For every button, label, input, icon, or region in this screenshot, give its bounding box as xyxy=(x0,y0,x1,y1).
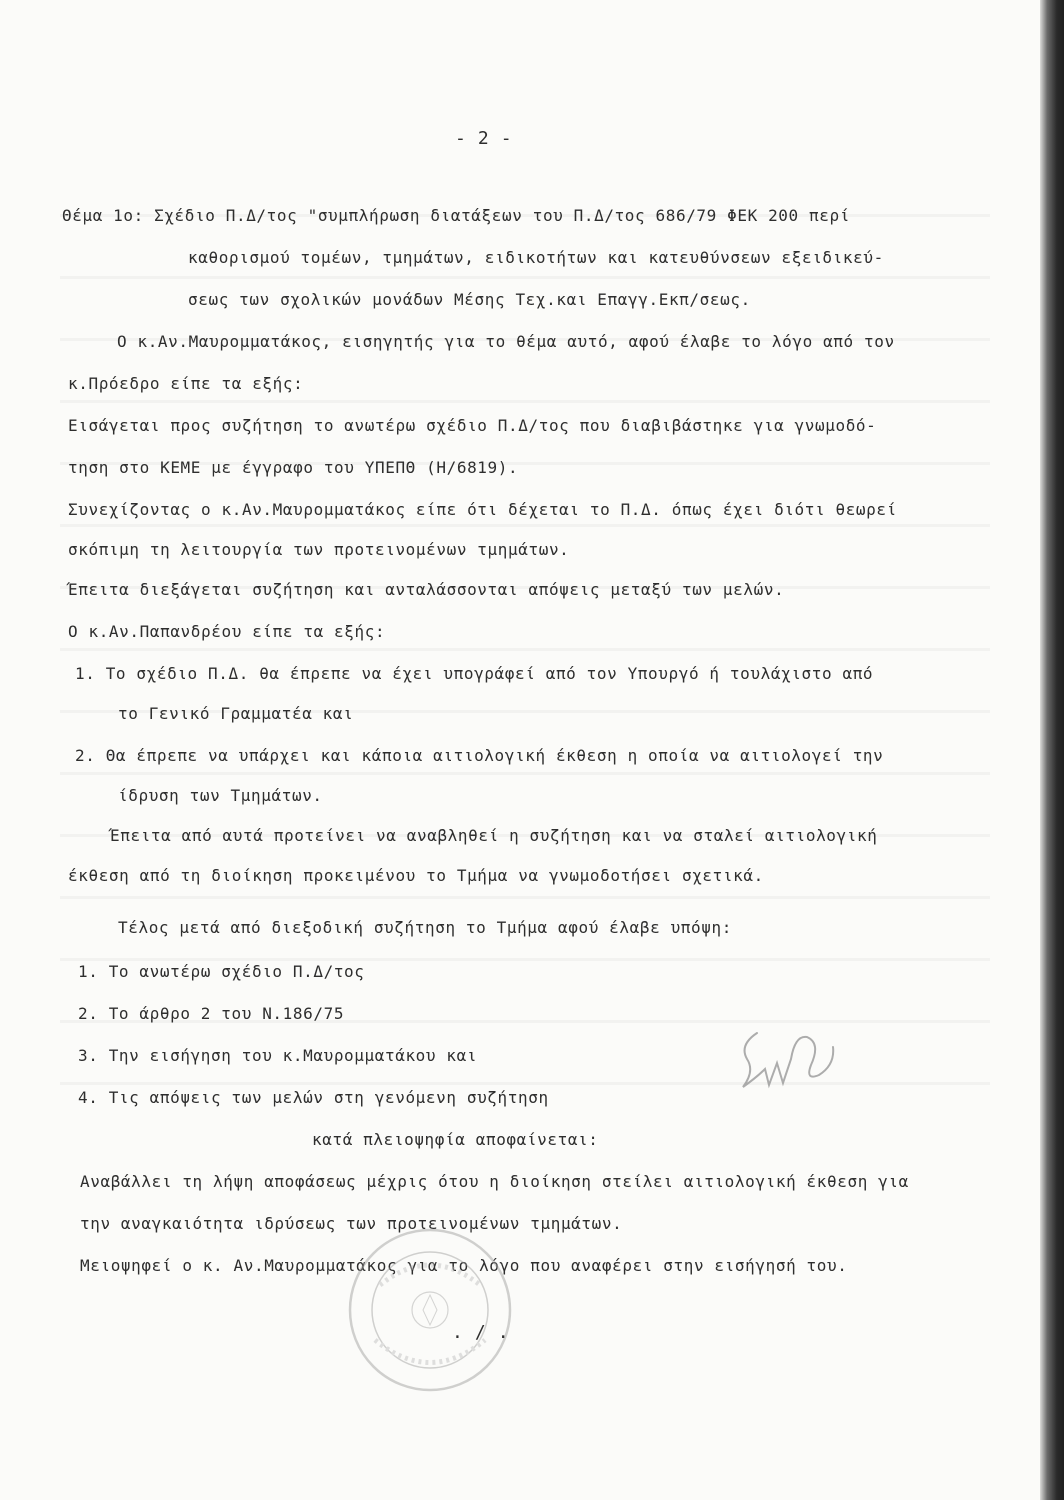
list-item: 1. Το σχέδιο Π.Δ. θα έπρεπε να έχει υπογράφεί από τον Υπουργό ή τουλάχιστο από xyxy=(75,664,874,683)
list-item: 3. Την εισήγηση του κ.Μαυρομματάκου και xyxy=(78,1046,478,1065)
paragraph-line: έκθεση από τη διοίκηση προκειμένου το Τμήμα να γνωμοδοτήσει σχετικά. xyxy=(68,866,764,885)
list-item: 1. Το ανωτέρω σχέδιο Π.Δ/τος xyxy=(78,962,365,981)
paragraph-line: κ.Πρόεδρο είπε τα εξής: xyxy=(68,374,304,393)
decision-heading: κατά πλειοψηφία αποφαίνεται: xyxy=(312,1130,599,1149)
topic-line-2: καθορισμού τομέων, τμημάτων, ειδικοτήτων και κατευθύνσεων εξειδικεύ- xyxy=(188,248,884,267)
paragraph-line: Ο κ.Αν.Παπανδρέου είπε τα εξής: xyxy=(68,622,386,641)
list-item-continuation: ίδρυση των Τμημάτων. xyxy=(118,786,323,805)
topic-line-3: σεως των σχολικών μονάδων Μέσης Τεχ.και Επαγγ.Εκπ/σεως. xyxy=(188,290,751,309)
bleed-through-text xyxy=(60,180,990,1130)
decision-line: Αναβάλλει τη λήψη αποφάσεως μέχρις ότου η διοίκηση στείλει αιτιολογική έκθεση για xyxy=(80,1172,909,1191)
dissent-line: Μειοψηφεί ο κ. Αν.Μαυρομματάκος για το λόγο που αναφέρει στην εισήγησή του. xyxy=(80,1256,848,1275)
page-edge-shadow xyxy=(1040,0,1064,1500)
continuation-mark: . / . xyxy=(452,1322,510,1343)
paragraph-line: Τέλος μετά από διεξοδική συζήτηση το Τμήμα αφού έλαβε υπόψη: xyxy=(118,918,732,937)
paragraph-line: Εισάγεται προς συζήτηση το ανωτέρω σχέδιο Π.Δ/τος που διαβιβάστηκε για γνωμοδό- xyxy=(68,416,877,435)
paragraph-line: Έπειτα διεξάγεται συζήτηση και ανταλάσσονται απόψεις μεταξύ των μελών. xyxy=(68,580,785,599)
list-item: 4. Τις απόψεις των μελών στη γενόμενη συζήτηση xyxy=(78,1088,549,1107)
paragraph-line: Ο κ.Αν.Μαυρομματάκος, εισηγητής για το θέμα αυτό, αφού έλαβε το λόγο από τον xyxy=(117,332,895,351)
list-item: 2. Το άρθρο 2 του Ν.186/75 xyxy=(78,1004,345,1023)
signature-scribble xyxy=(735,1025,850,1100)
list-item-continuation: το Γενικό Γραμματέα και xyxy=(118,704,354,723)
official-stamp xyxy=(345,1225,515,1395)
topic-heading: Θέμα 1ο: Σχέδιο Π.Δ/τος "συμπλήρωση διατάξεων του Π.Δ/τος 686/79 ΦΕΚ 200 περί xyxy=(62,206,850,225)
decision-line: την αναγκαιότητα ιδρύσεως των προτεινομένων τμημάτων. xyxy=(80,1214,623,1233)
paragraph-line: τηση στο ΚΕΜΕ με έγγραφο του ΥΠΕΠΘ (Η/6819). xyxy=(68,458,519,477)
list-item: 2. Θα έπρεπε να υπάρχει και κάποια αιτιολογική έκθεση η οποία να αιτιολογεί την xyxy=(75,746,884,765)
paragraph-line: σκόπιμη τη λειτουργία των προτεινομένων τμημάτων. xyxy=(68,540,570,559)
paragraph-line: Συνεχίζοντας ο κ.Αν.Μαυρομματάκος είπε ότι δέχεται το Π.Δ. όπως έχει διότι θεωρεί xyxy=(68,500,897,519)
paragraph-line: Έπειτα από αυτά προτείνει να αναβληθεί η συζήτηση και να σταλεί αιτιολογική xyxy=(110,826,878,845)
page-number: - 2 - xyxy=(455,128,513,149)
